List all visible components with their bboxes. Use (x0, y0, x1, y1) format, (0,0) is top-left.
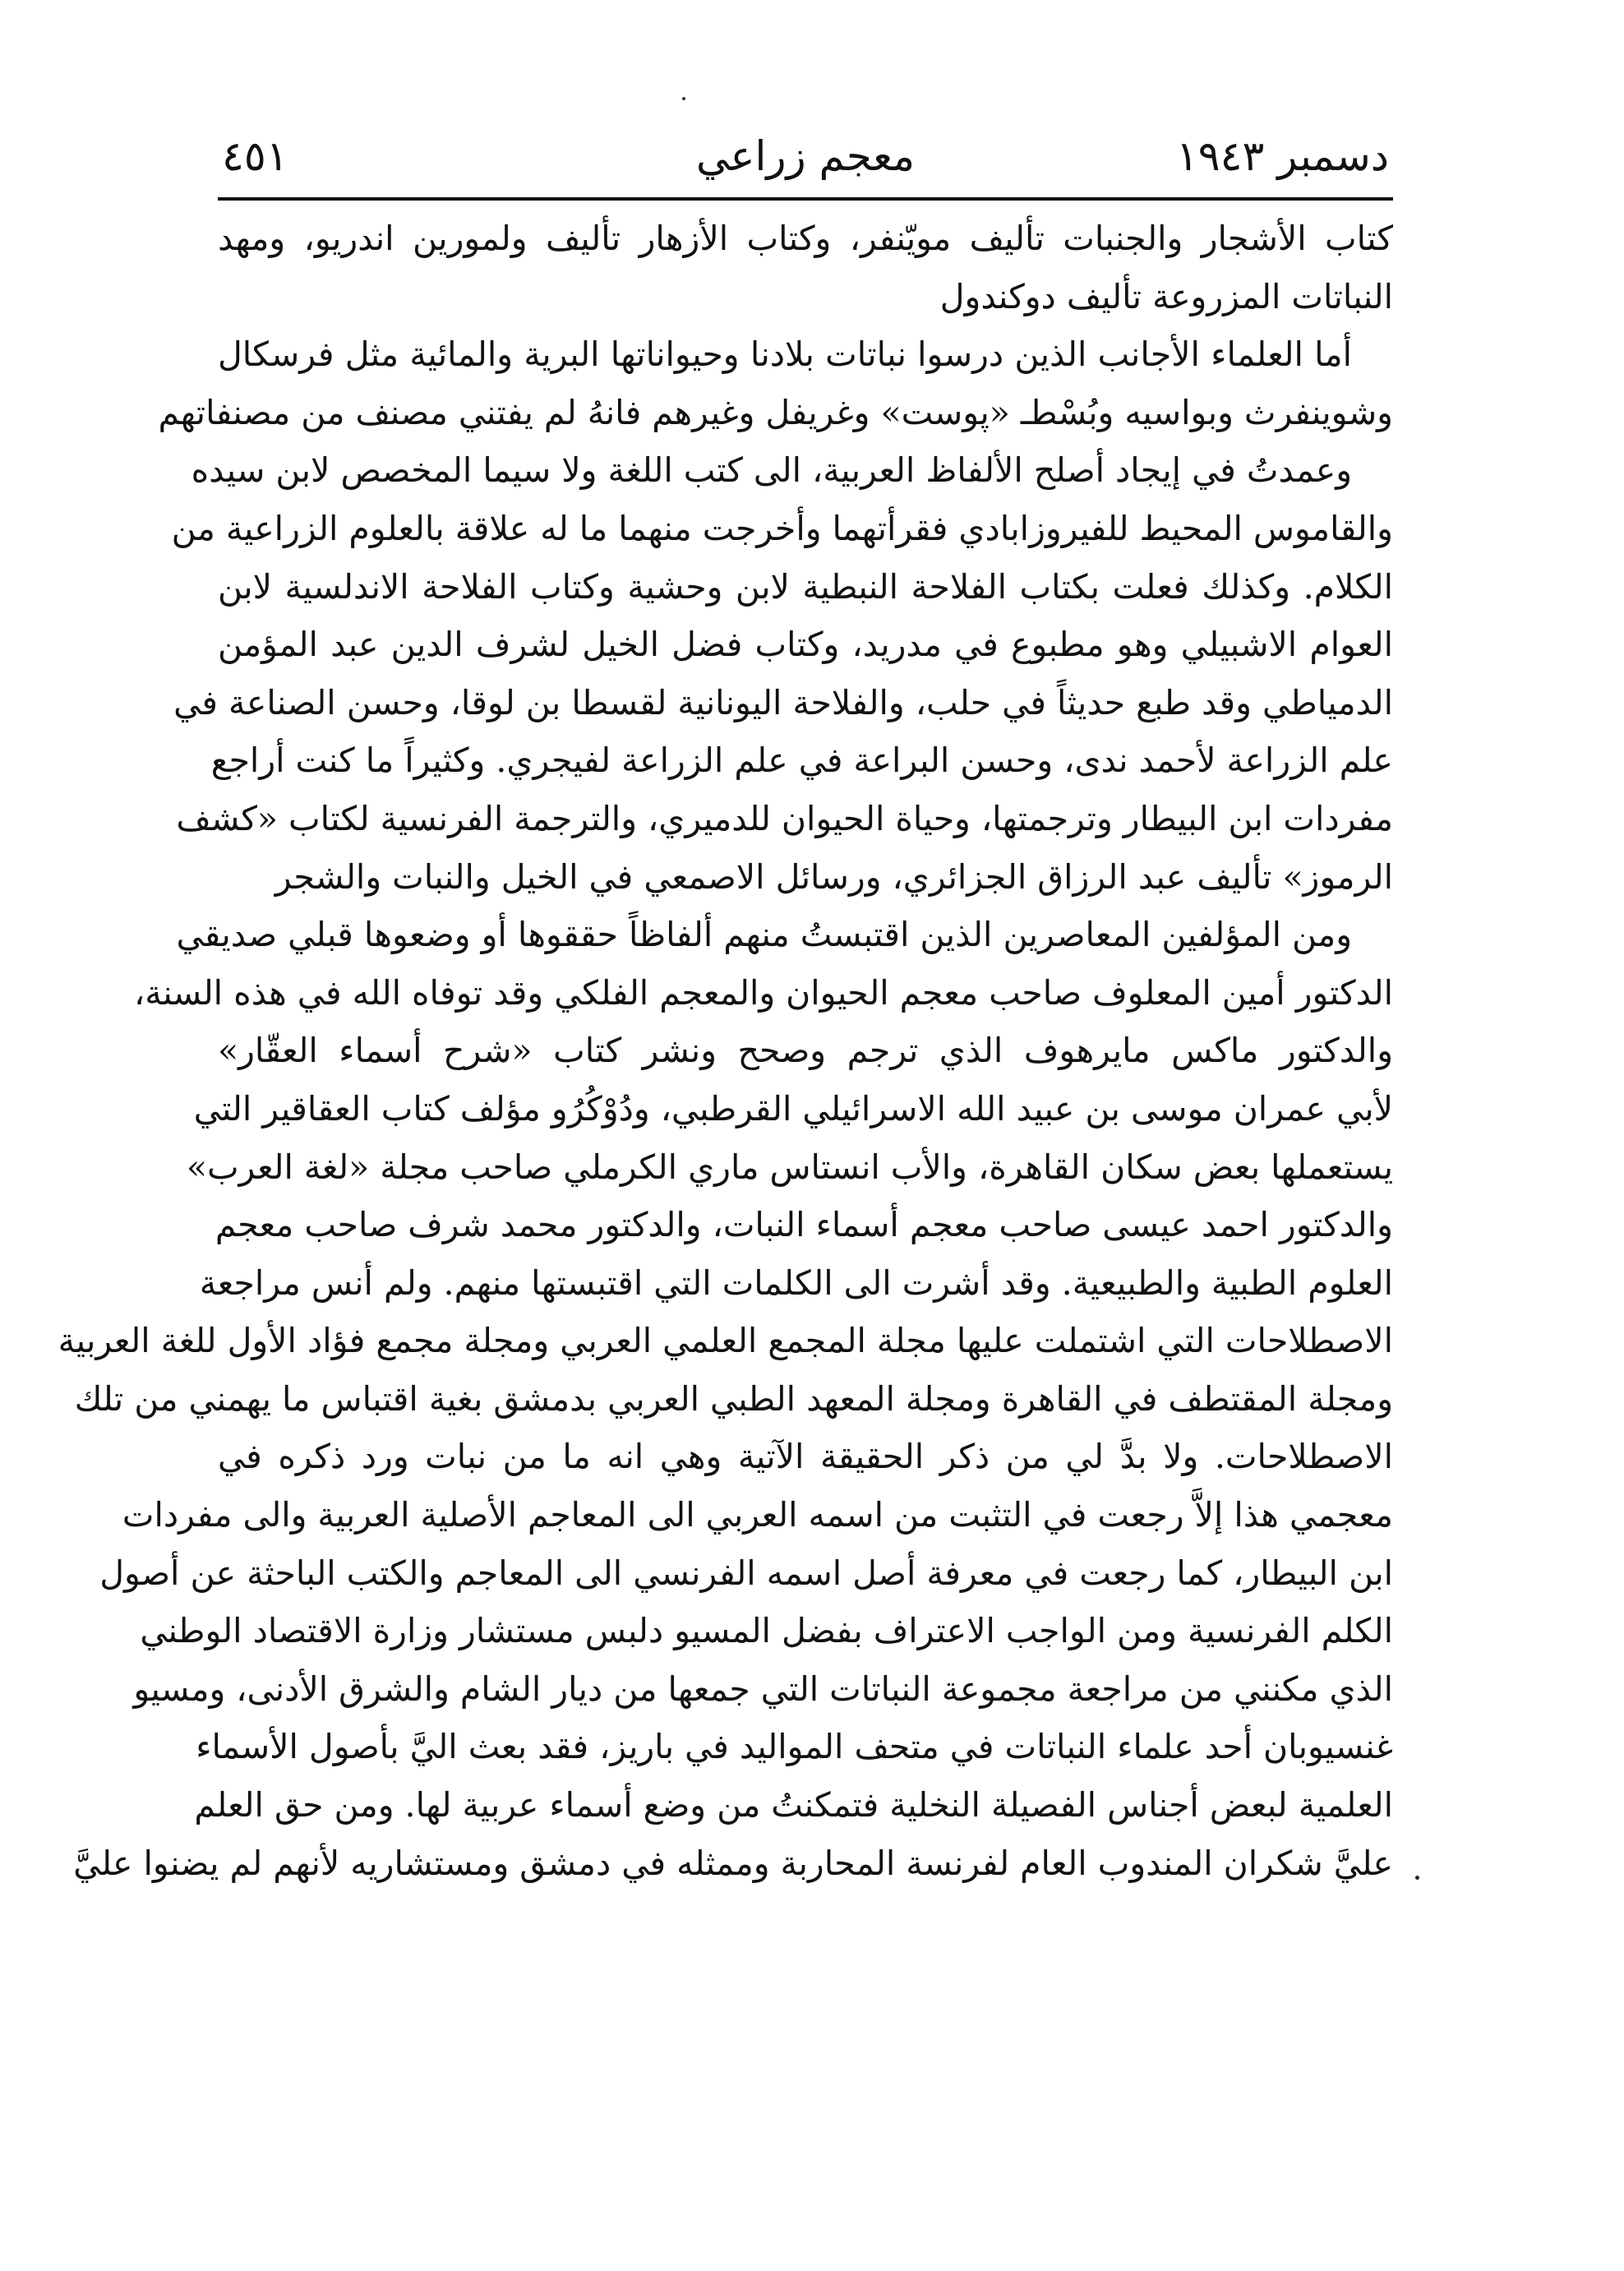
text-line: العلوم الطبية والطبيعية. وقد أشرت الى الكلمات التي اقتبستها منهم. ولم أنس مراجعة (199, 1262, 1393, 1303)
text-line: العوام الاشبيلي وهو مطبوع في مدريد، وكتاب فضل الخيل لشرف الدين عبد المؤمن (218, 625, 1393, 665)
header-title: معجم زراعي (695, 132, 916, 180)
header-date: دسمبر ١٩٤٣ (1175, 132, 1389, 180)
text-line: الرموز» تأليف عبد الرزاق الجزائري، ورسائل الاصمعي في الخيل والنبات والشجر (275, 856, 1393, 897)
text-line: عليَّ شكران المندوب العام لفرنسة المحاربة وممثله في دمشق ومستشاريه لأنهم لم يضنوا عليَّ (73, 1843, 1393, 1883)
text-line: والدكتور احمد عيسى صاحب معجم أسماء النبات، والدكتور محمد شرف صاحب معجم (215, 1205, 1393, 1245)
text-line: الاصطلاحات التي اشتملت عليها مجلة المجمع العلمي العربي ومجلة مجمع فؤاد الأول للغة العربية (58, 1321, 1393, 1361)
header-rule (218, 197, 1393, 201)
text-line: النباتات المزروعة تأليف دوكندول (939, 276, 1393, 316)
ink-speck (682, 97, 685, 100)
text-line: والقاموس المحيط للفيروزابادي فقرأتهما وأخرجت منهما ما له علاقة بالعلوم الزراعية من (171, 508, 1393, 548)
text-line: معجمي هذا إلاَّ رجعت في التثبت من اسمه العربي الى المعاجم الأصلية العربية والى مفردات (122, 1495, 1393, 1535)
text-line: مفردات ابن البيطار وترجمتها، وحياة الحيوان للدميري، والترجمة الفرنسية لكتاب «كشف (176, 798, 1393, 838)
text-line: الاصطلاحات. ولا بدَّ لي من ذكر الحقيقة الآتية وهي انه ما من نبات ورد ذكره في (218, 1437, 1393, 1477)
text-line: ومن المؤلفين المعاصرين الذين اقتبستُ منهم ألفاظاً حققوها أو وضعوها قبلي صديقي (176, 915, 1352, 955)
text-line: كتاب الأشجار والجنبات تأليف مويّنفر، وكتاب الأزهار تأليف ولمورين اندريو، ومهد (218, 219, 1393, 258)
text-line: أما العلماء الأجانب الذين درسوا نباتات بلادنا وحيواناتها البرية والمائية مثل فرسكال (218, 335, 1352, 375)
text-line: الكلم الفرنسية ومن الواجب الاعتراف بفضل المسيو دلبس مستشار وزارة الاقتصاد الوطني (140, 1611, 1393, 1651)
text-line: وشوينفرث وبواسيه وبُسْطـ «پوست» وغريفل وغيرهم فانهُ لم يفتني مصنف من مصنفاتهم (158, 392, 1393, 432)
text-line: الدكتور أمين المعلوف صاحب معجم الحيوان والمعجم الفلكي وقد توفاه الله في هذه السنة، (134, 972, 1393, 1013)
page-header (222, 123, 1389, 189)
header-page-number: ٤٥١ (222, 132, 288, 180)
text-line: الكلام. وكذلك فعلت بكتاب الفلاحة النبطية لابن وحشية وكتاب الفلاحة الاندلسية لابن (218, 566, 1393, 607)
text-line: غنسيوبان أحد علماء النباتات في متحف المواليد في باريز، فقد بعث اليَّ بأصول الأسماء (196, 1727, 1393, 1767)
text-line: الدمياطي وقد طبع حديثاً في حلب، والفلاحة اليونانية لقسطا بن لوقا، وحسن الصناعة في (173, 682, 1393, 722)
margin-mark (1415, 1876, 1419, 1880)
text-line: والدكتور ماكس مايرهوف الذي ترجم وصحح ونشر كتاب «شرح أسماء العقّار» (218, 1031, 1393, 1071)
body-text (58, 210, 1393, 1892)
text-line: يستعملها بعض سكان القاهرة، والأب انستاس ماري الكرملي صاحب مجلة «لغة العرب» (186, 1147, 1393, 1187)
text-line: ابن البيطار، كما رجعت في معرفة أصل اسمه الفرنسي الى المعاجم والكتب الباحثة عن أصول (99, 1553, 1393, 1593)
text-line: لأبي عمران موسى بن عبيد الله الاسرائيلي القرطبي، ودُوْكُرُو مؤلف كتاب العقاقير التي (193, 1088, 1393, 1129)
text-line: الذي مكنني من مراجعة مجموعة النباتات التي جمعها من ديار الشام والشرق الأدنى، ومسيو (133, 1669, 1393, 1709)
text-line: ومجلة المقتطف في القاهرة ومجلة المعهد الطبي العربي بدمشق بغية اقتباس ما يهمني من تلك (74, 1378, 1393, 1419)
text-line: العلمية لبعض أجناس الفصيلة النخلية فتمكنتُ من وضع أسماء عربية لها. ومن حق العلم (194, 1785, 1393, 1826)
text-line: وعمدتُ في إيجاد أصلح الألفاظ العربية، الى كتب اللغة ولا سيما المخصص لابن سيده (191, 450, 1352, 491)
text-line: علم الزراعة لأحمد ندى، وحسن البراعة في علم الزراعة لفيجري. وكثيراً ما كنت أراجع (210, 741, 1393, 781)
